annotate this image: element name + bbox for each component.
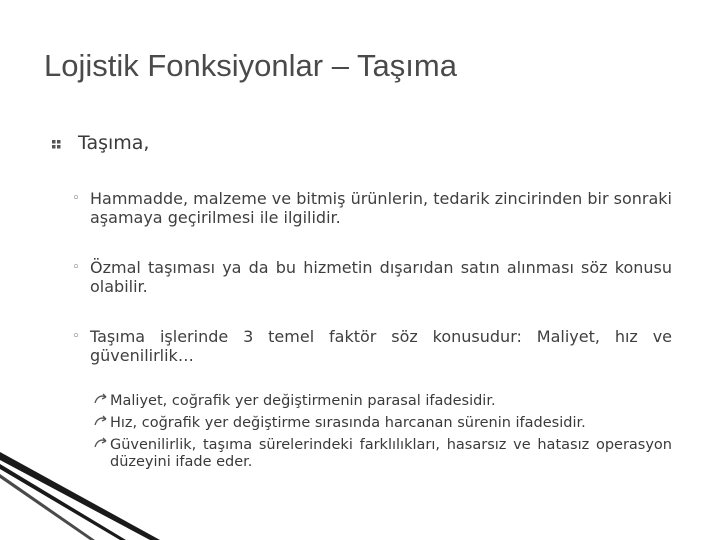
bullet-level1 — [52, 132, 149, 154]
bullet-level3 — [94, 415, 672, 432]
bullet-level3-text: Güvenilirlik, taşıma sürelerindeki farklılıkları, hasarsız ve hatasız operasyon düzeyini ifade eder. — [110, 437, 672, 470]
bullet-level2 — [72, 258, 672, 296]
circle-bullet-icon: ◦ — [72, 329, 80, 344]
bullet-level3-text: Maliyet, coğrafik yer değiştirmenin parasal ifadesidir. — [110, 393, 496, 409]
bullet-level3-text: Hız, coğrafik yer değiştirme sırasında harcanan sürenin ifadesidir. — [110, 415, 586, 431]
bullet-level2-text: Hammadde, malzeme ve bitmiş ürünlerin, tedarik zincirinden bir sonraki aşamaya geçirilmesi ile ilgilidir. — [90, 189, 672, 227]
circle-bullet-icon: ◦ — [72, 260, 80, 275]
slide-title: Lojistik Fonksiyonlar – Taşıma — [44, 48, 457, 83]
bullet-level3 — [94, 437, 672, 471]
circle-bullet-icon: ◦ — [72, 191, 80, 206]
bullet-level2-text: Özmal taşıması ya da bu hizmetin dışarıdan satın alınması söz konusu olabilir. — [90, 258, 672, 296]
arrow-bullet-icon — [94, 437, 110, 454]
arrow-bullet-icon — [94, 415, 110, 432]
bullet-level3 — [94, 393, 672, 410]
bullet-level2-text: Taşıma işlerinde 3 temel faktör söz konusudur: Maliyet, hız ve güvenilirlik… — [90, 327, 672, 365]
bullet-level1-text: Taşıma, — [78, 132, 150, 154]
bullet-level2 — [72, 327, 672, 365]
bullet-level2 — [72, 189, 672, 227]
arrow-bullet-icon — [94, 393, 110, 410]
square-bullet-icon — [52, 132, 78, 154]
